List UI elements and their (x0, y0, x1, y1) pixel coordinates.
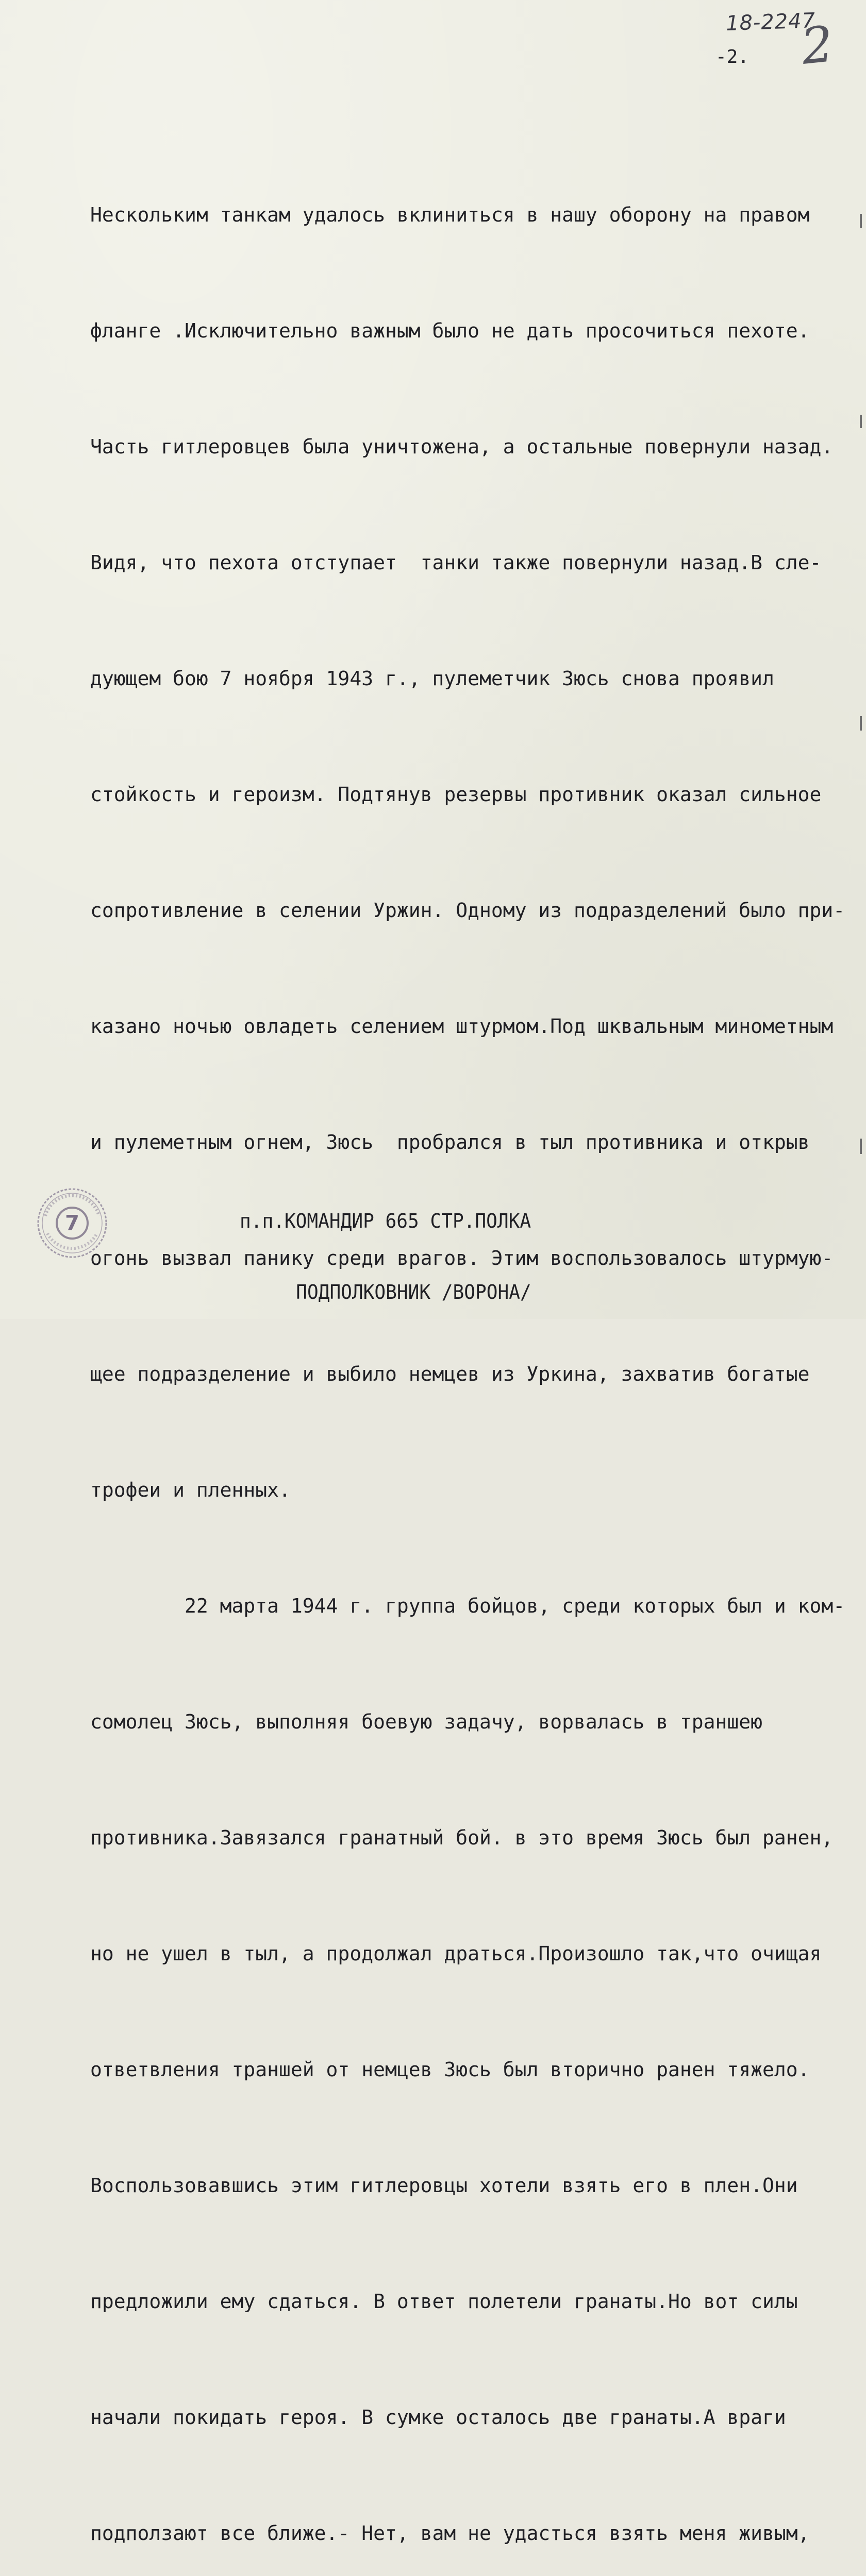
text-line: трофеи и пленных. (90, 1479, 291, 1501)
text-line: начали покидать героя. В сумке осталось две гранаты.А враги (90, 2406, 786, 2429)
signature-title: п.п.КОМАНДИР 665 СТР.ПОЛКА (240, 1210, 531, 1232)
text-line: ответвления траншей от немцев Зюсь был вторично ранен тяжело. (90, 2058, 810, 2081)
text-line: сопротивление в селении Уржин. Одному из подразделений было при- (90, 899, 845, 922)
text-line: огонь вызвал панику среди врагов. Этим воспользовалось штурмую- (90, 1247, 834, 1269)
text-line: казано ночью овладеть селением штурмом.Под шквальным минометным (90, 1015, 834, 1038)
text-line: 22 марта 1944 г. группа бойцов, среди которых был и ком- (90, 1595, 845, 1617)
text-line: фланге .Исключительно важным было не дать просочиться пехоте. (90, 319, 810, 342)
text-line: подползают все ближе.- Нет, вам не удасться взять меня живым, (90, 2522, 810, 2545)
text-line: но не ушел в тыл, а продолжал драться.Произошло так,что очищая (90, 1942, 822, 1965)
text-line: Видя, что пехота отступает танки также повернули назад.В сле- (90, 551, 822, 574)
text-line: Часть гитлеровцев была уничтожена, а остальные повернули назад. (90, 435, 834, 458)
text-line: стойкость и героизм. Подтянув резервы противник оказал сильное (90, 783, 822, 806)
text-line: предложили ему сдаться. В ответ полетели гранаты.Но вот силы (90, 2290, 798, 2313)
page-edge-marks (856, 0, 866, 1319)
text-line: щее подразделение и выбило немцев из Уркина, захватив богатые (90, 1363, 810, 1385)
page-number: -2. (715, 46, 750, 67)
folio-number: 2 (798, 15, 836, 76)
signature-name: ПОДПОЛКОВНИК /ВОРОНА/ (296, 1281, 531, 1303)
archive-number: 18-2247 (725, 8, 816, 36)
stamp-number: 7 (65, 1211, 79, 1235)
archive-stamp (34, 1185, 110, 1261)
text-line: противника.Завязался гранатный бой. в это время Зюсь был ранен, (90, 1826, 834, 1849)
signature-block (240, 1162, 531, 1351)
text-line: и пулеметным огнем, Зюсь пробрался в тыл противника и открыв (90, 1131, 810, 1154)
text-line: Воспользовавшись этим гитлеровцы хотели взять его в плен.Они (90, 2174, 798, 2197)
text-line: сомолец Зюсь, выполняя боевую задачу, ворвалась в траншею (90, 1710, 763, 1733)
text-line: дующем бою 7 ноября 1943 г., пулеметчик Зюсь снова проявил (90, 667, 774, 690)
text-line: Нескольким танкам удалось вклиниться в нашу оборону на правом (90, 204, 810, 226)
